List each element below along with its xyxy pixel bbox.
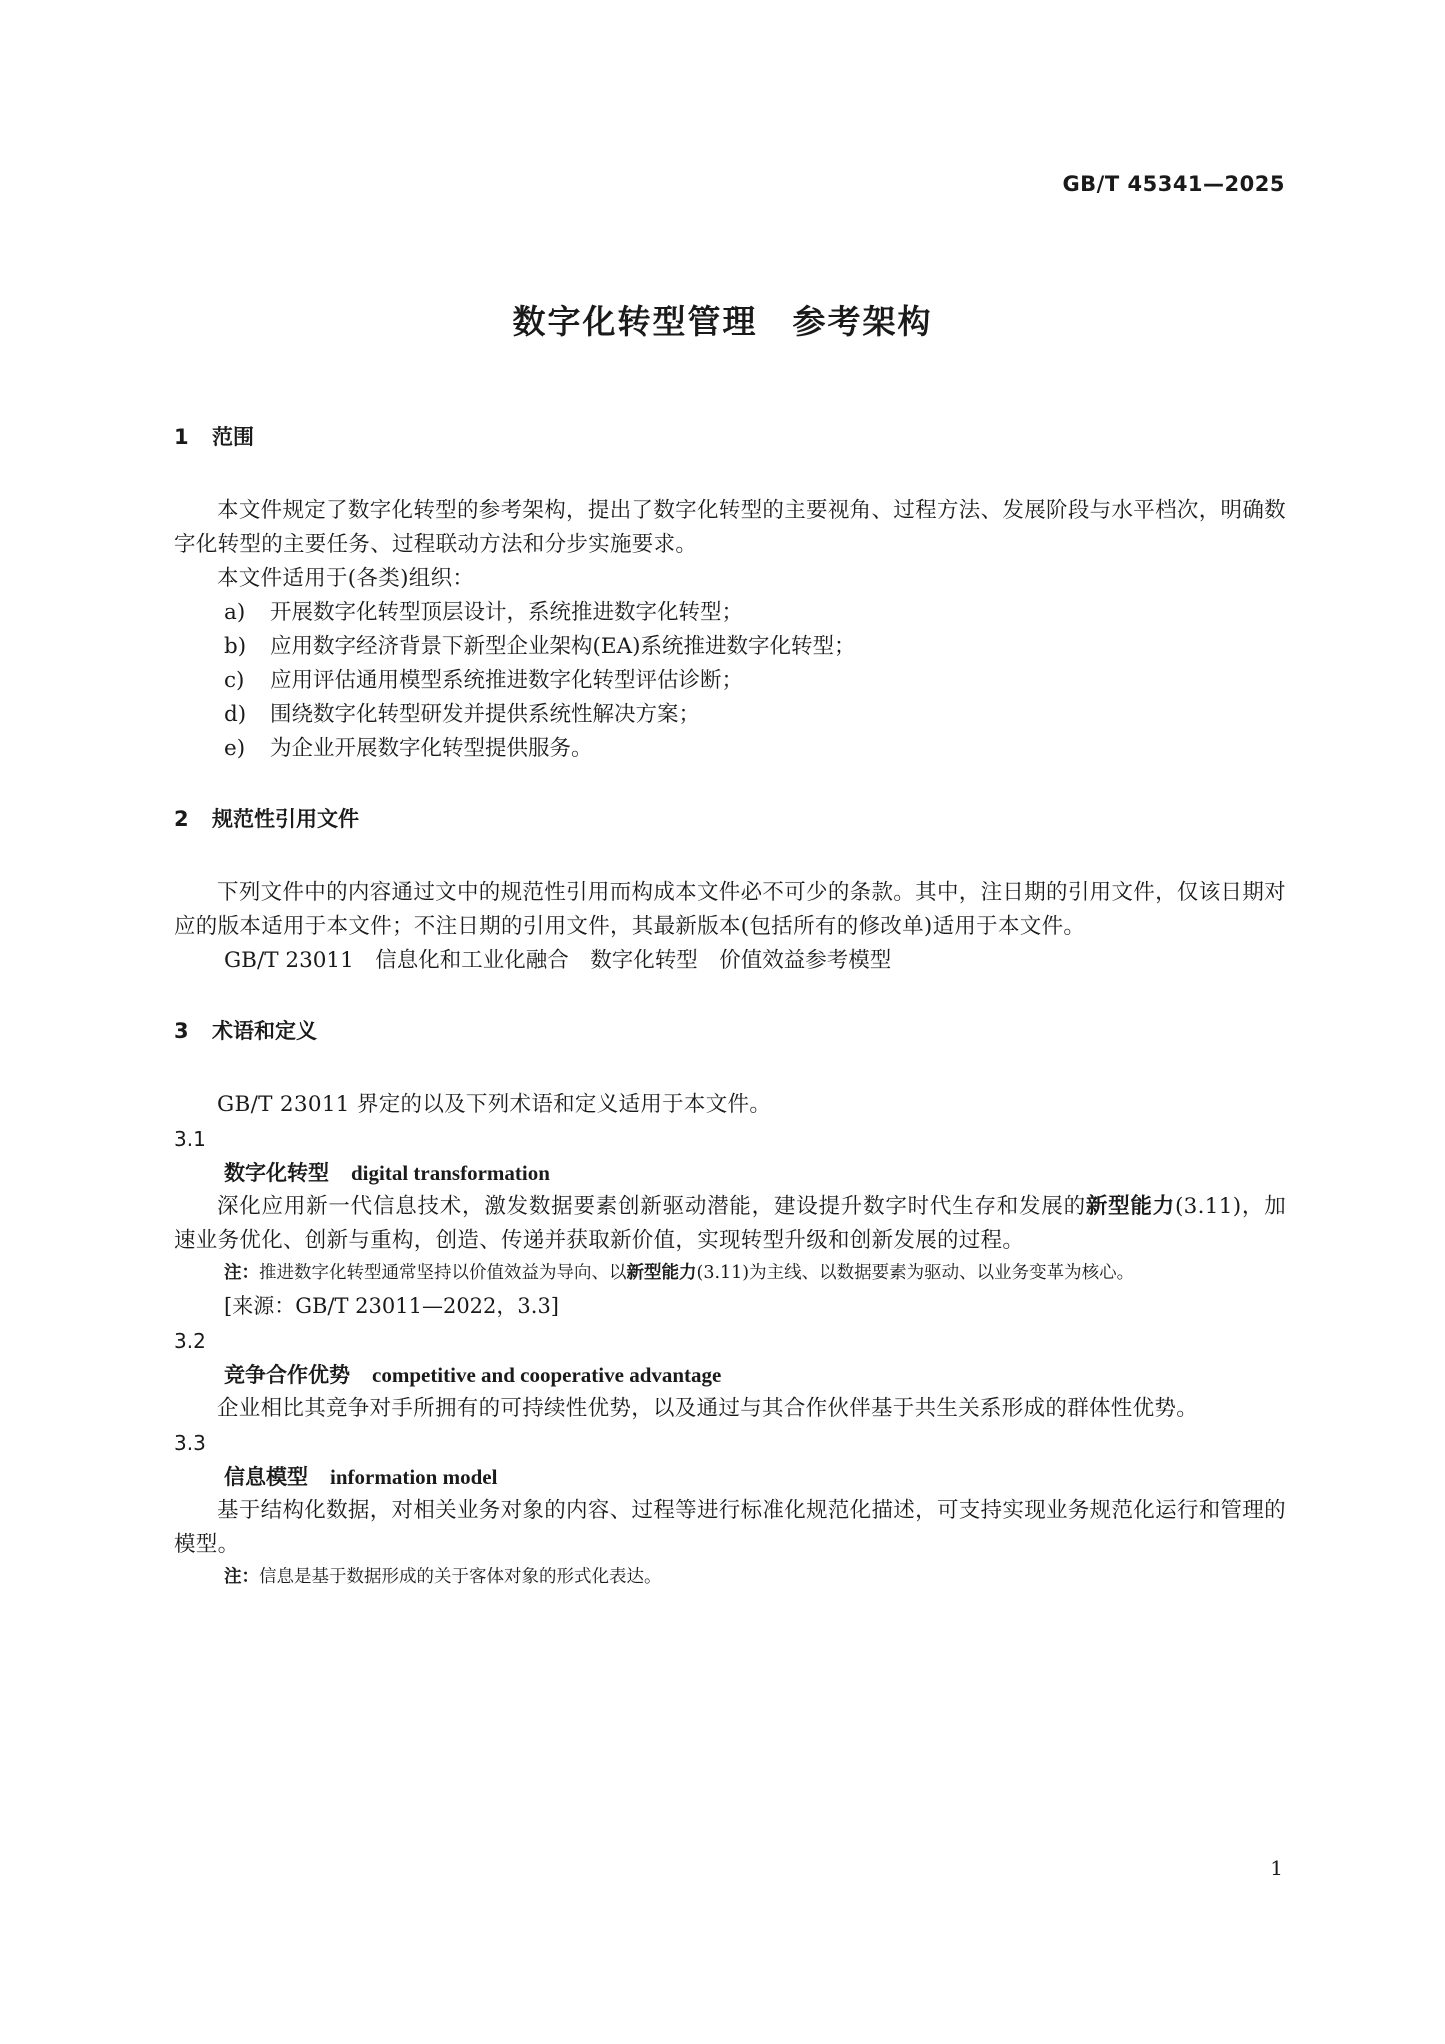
section-title: 规范性引用文件: [212, 807, 359, 831]
section-number: 3: [174, 1019, 189, 1043]
list-marker: e): [224, 736, 246, 761]
section-heading-normative-references: [174, 802, 1286, 836]
document-title: 数字化转型管理 参考架构: [512, 302, 933, 341]
list-item: [174, 596, 1286, 630]
term-source: [来源：GB/T 23011—2022，3.3]: [224, 1294, 559, 1318]
document-body: [174, 420, 1286, 1592]
scope-applicability: 本文件适用于(各类)组织：: [217, 566, 475, 591]
term-reference: 新型能力: [626, 1263, 697, 1283]
standard-number: GB/T 45341—2025: [1062, 172, 1285, 196]
term-zh: 数字化转型: [224, 1161, 329, 1185]
reference-entry: GB/T 23011 信息化和工业化融合 数字化转型 价值效益参考模型: [224, 948, 892, 973]
section-heading-terms: [174, 1014, 1286, 1048]
term-name: [174, 1358, 1286, 1392]
list-marker: c): [224, 668, 245, 693]
scope-list: [174, 596, 1286, 766]
term-note: [174, 1258, 1286, 1288]
list-text: 应用评估通用模型系统推进数字化转型评估诊断；: [270, 668, 744, 693]
note-text: (3.11)为主线、以数据要素为驱动、以业务变革为核心。: [696, 1263, 1135, 1283]
term-number: 3.1: [174, 1127, 206, 1151]
note-label: 注：: [224, 1567, 259, 1587]
term-name: [174, 1156, 1286, 1190]
term-en: digital transformation: [351, 1161, 550, 1185]
term-definition: [174, 1190, 1286, 1258]
term-en: information model: [330, 1465, 498, 1489]
term-zh: 信息模型: [224, 1465, 308, 1489]
term-note: [174, 1562, 1286, 1592]
list-marker: d): [224, 702, 247, 727]
list-item: [174, 698, 1286, 732]
definition-text: 深化应用新一代信息技术，激发数据要素创新驱动潜能，建设提升数字时代生存和发展的: [217, 1194, 1086, 1219]
term-name: [174, 1460, 1286, 1494]
section-heading-scope: [174, 420, 1286, 454]
list-item: [174, 732, 1286, 766]
term-definition: 基于结构化数据，对相关业务对象的内容、过程等进行标准化规范化描述，可支持实现业务规范化运行和管理的模型。: [174, 1498, 1286, 1557]
note-label: 注：: [224, 1263, 259, 1283]
list-text: 应用数字经济背景下新型企业架构(EA)系统推进数字化转型；: [270, 634, 856, 659]
term-number: 3.3: [174, 1431, 206, 1455]
note-text: 信息是基于数据形成的关于客体对象的形式化表达。: [259, 1567, 662, 1587]
term-definition: 企业相比其竞争对手所拥有的可持续性优势，以及通过与其合作伙伴基于共生关系形成的群体性优势。: [217, 1396, 1199, 1421]
note-text: 推进数字化转型通常坚持以价值效益为导向、以: [259, 1263, 627, 1283]
term-number: 3.2: [174, 1329, 206, 1353]
term-reference: 新型能力: [1085, 1194, 1175, 1219]
section-title: 范围: [212, 425, 254, 449]
list-item: [174, 664, 1286, 698]
references-paragraph: 下列文件中的内容通过文中的规范性引用而构成本文件必不可少的条款。其中，注日期的引用文件，仅该日期对应的版本适用于本文件；不注日期的引用文件，其最新版本(包括所有的修改单)适用于本文件。: [174, 880, 1286, 939]
list-marker: a): [224, 600, 246, 625]
term-en: competitive and cooperative advantage: [372, 1363, 722, 1387]
list-marker: b): [224, 634, 247, 659]
scope-paragraph: 本文件规定了数字化转型的参考架构，提出了数字化转型的主要视角、过程方法、发展阶段与水平档次，明确数字化转型的主要任务、过程联动方法和分步实施要求。: [174, 498, 1286, 557]
section-number: 1: [174, 425, 189, 449]
list-text: 开展数字化转型顶层设计，系统推进数字化转型；: [270, 600, 744, 625]
list-item: [174, 630, 1286, 664]
terms-intro: GB/T 23011 界定的以及下列术语和定义适用于本文件。: [217, 1092, 772, 1117]
term-zh: 竞争合作优势: [224, 1363, 350, 1387]
page-number: 1: [1270, 1856, 1283, 1880]
list-text: 围绕数字化转型研发并提供系统性解决方案；: [270, 702, 701, 727]
section-title: 术语和定义: [212, 1019, 317, 1043]
definition-text: (3.11)，加速业务优化、创新与重构，创造、传递并获取新价值，实现转型升级和创新发展的过程。: [174, 1194, 1286, 1253]
list-text: 为企业开展数字化转型提供服务。: [270, 736, 593, 761]
section-number: 2: [174, 807, 189, 831]
